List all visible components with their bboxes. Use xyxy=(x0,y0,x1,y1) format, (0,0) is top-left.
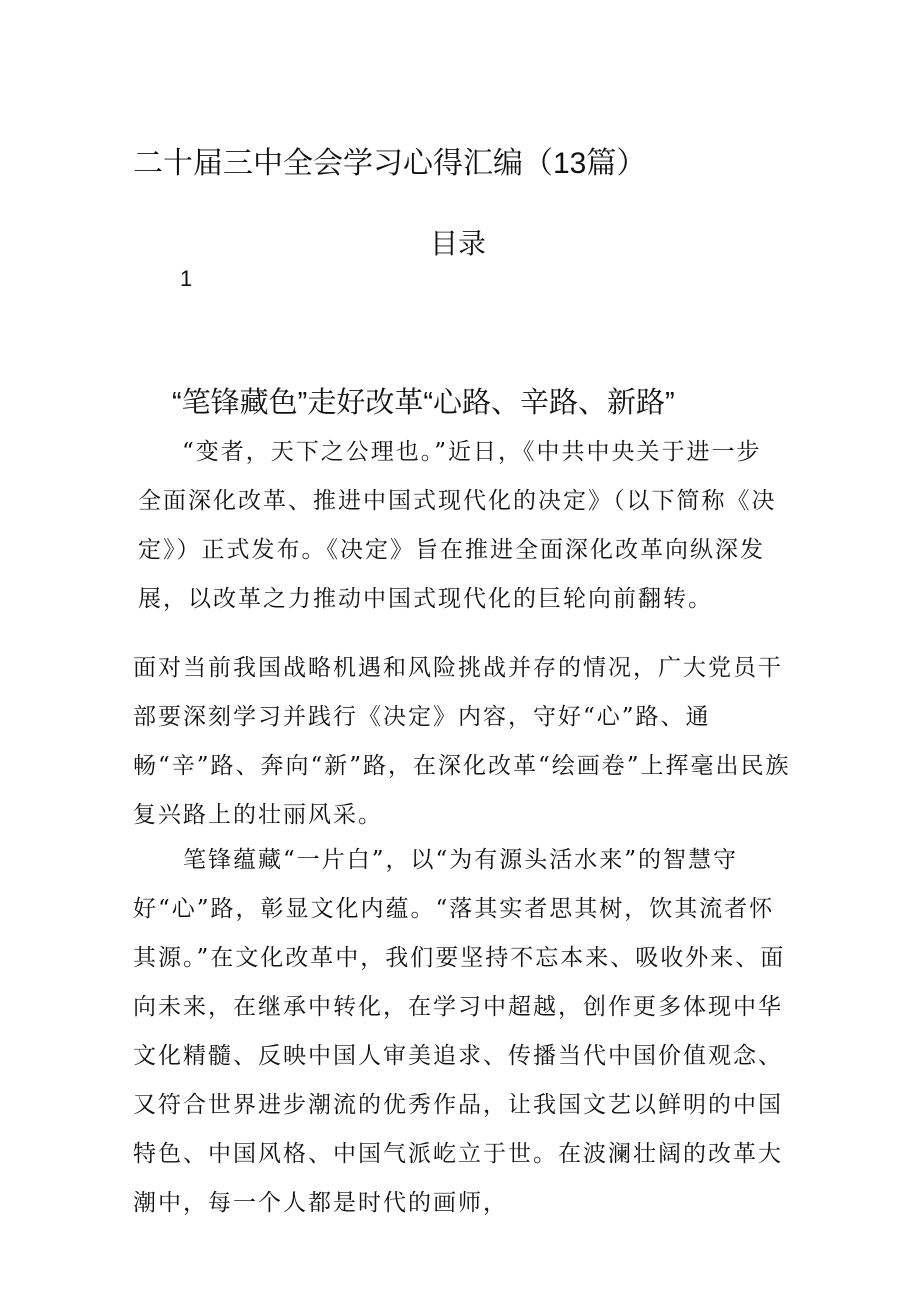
toc-item: 1 xyxy=(180,266,193,291)
article-title: “笔锋藏色”走好改革“心路、辛路、新路” xyxy=(172,387,675,419)
toc-heading: 目录 xyxy=(430,228,487,259)
document-title: 二十届三中全会学习心得汇编（13篇） xyxy=(133,147,647,180)
paragraph: 笔锋蕴藏“一片白”，以“为有源头活水来”的智慧守好“心”路，彰显文化内蕴。“落其实者思其树，饮其流者怀其源。”在文化改革中，我们要坚持不忘本来、吸收外来、面向未来，在继承中转化，在学习中超越，创作更多体现中华文化精髓、反映中国人审美追求、传播当代中国价值观念、又符合世界进步潮流的优秀作品，让我国文艺以鲜明的中国特色、中国风格、中国气派屹立于世。在波澜壮阔的改革大潮中，每一个人都是时代的画师， xyxy=(133,847,786,1216)
paragraph: 面对当前我国战略机遇和风险挑战并存的情况，广大党员干部要深刻学习并践行《决定》内容，守好“心”路、通畅“辛”路、奔向“新”路，在深化改革“绘画卷”上挥毫出民族复兴路上的壮丽风采。 xyxy=(133,655,791,828)
paragraph: “变者，天下之公理也。”近日，《中共中央关于进一步全面深化改革、推进中国式现代化的决定》（以下简称《决定》）正式发布。《决定》旨在推进全面深化改革向纵深发展，以改革之力推动中国式现代化的巨轮向前翻转。 xyxy=(138,439,777,612)
